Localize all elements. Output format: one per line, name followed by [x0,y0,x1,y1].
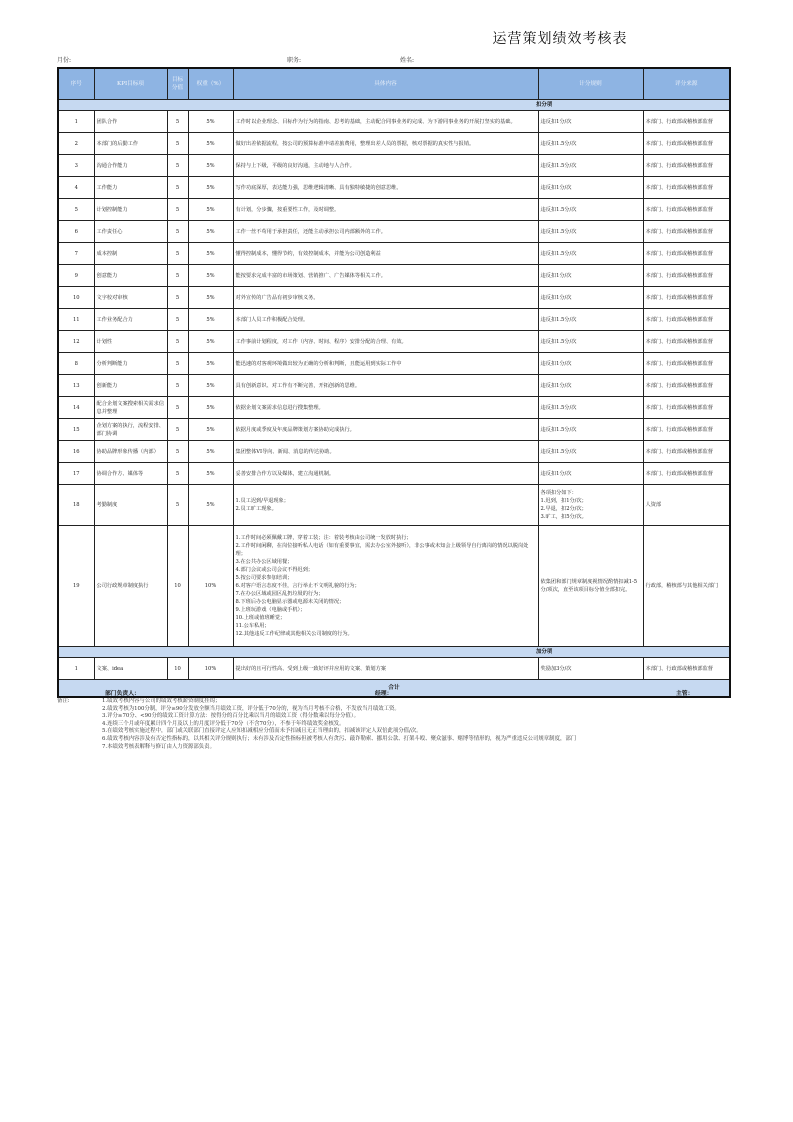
cell-source: 本部门、行政部或稽核部监督 [643,331,730,353]
notes [57,698,793,751]
cell-score: 10 [167,526,188,647]
cell-source: 本部门、行政部或稽核部监督 [643,441,730,463]
cell-source: 本部门、行政部或稽核部监督 [643,658,730,680]
cell-weight: 5% [188,199,233,221]
cell-score: 5 [167,331,188,353]
cell-rule: 违反扣1分/次 [538,463,643,485]
cell-kpi: 分析判断能力 [94,353,167,375]
table-row [58,287,730,309]
cell-weight: 5% [188,155,233,177]
dept-head-signature: 部门负责人： [105,691,140,697]
cell-kpi: 计划性 [94,331,167,353]
cell-kpi: 配合企划文案搜索相关需求信息并整理 [94,397,167,419]
cell-score: 5 [167,133,188,155]
cell-no: 17 [58,463,94,485]
cell-weight: 5% [188,375,233,397]
cell-no: 19 [58,526,94,647]
table-row [58,155,730,177]
cell-rule: 违反扣1.5分/次 [538,221,643,243]
table-row [58,111,730,133]
cell-rule: 违反扣1.5分/次 [538,243,643,265]
table-row [58,265,730,287]
table-row [58,243,730,265]
cell-no: 11 [58,309,94,331]
cell-rule: 违反扣1.5分/次 [538,331,643,353]
cell-source: 本部门、行政部或稽核部监督 [643,353,730,375]
cell-no: 1 [58,111,94,133]
document-title: 运营策划绩效考核表 [492,31,628,47]
cell-kpi: 计划控制能力 [94,199,167,221]
cell-source: 本部门、行政部或稽核部监督 [643,375,730,397]
cell-score: 5 [167,177,188,199]
cell-no: 13 [58,375,94,397]
cell-source: 本部门、行政部或稽核部监督 [643,221,730,243]
cell-weight: 5% [188,463,233,485]
cell-rule: 违反扣1分/次 [538,111,643,133]
attendance-row [58,485,730,526]
cell-rule: 违反扣1.5分/次 [538,309,643,331]
cell-score: 5 [167,155,188,177]
cell-weight: 5% [188,243,233,265]
cell-source: 人资部 [643,485,730,526]
cell-content: 提出好的且可行性高、受到上级一致好评并应用的文案、策划方案 [233,658,538,680]
cell-kpi: 公司行政规章制度执行 [94,526,167,647]
cell-kpi: 文案、idea [94,658,167,680]
header-score: 目标分值 [167,68,188,100]
cell-weight: 5% [188,309,233,331]
cell-rule: 违反扣1.5分/次 [538,419,643,441]
notes-label: 备注: [57,698,70,704]
cell-score: 5 [167,309,188,331]
bonus-section [58,647,730,658]
cell-content: 具有创新意识、对工作有不断完善，开拓创新的思维。 [233,375,538,397]
cell-kpi: 团队合作 [94,111,167,133]
table-row [58,309,730,331]
cell-no: 12 [58,331,94,353]
cell-weight: 5% [188,133,233,155]
cell-score: 5 [167,485,188,526]
cell-score: 5 [167,265,188,287]
cell-score: 5 [167,375,188,397]
cell-no: 4 [58,177,94,199]
cell-content: 能迅速的对客观环境做出较为正确的分析和判断，且能运用到实际工作中 [233,353,538,375]
cell-weight: 5% [188,265,233,287]
cell-content: 保持与上下级，平级的良好沟通，主动地与人合作。 [233,155,538,177]
note-item: 6.绩效考核内容涉及有否定性指标的，以其相关评分规则执行；未有涉及否定性指标但被考核人有贪污、敲诈勒索、挪用公款、打架斗殴、聚众滋事、赌博等情形的，视为严重违反公司规章制度，部门 [102,735,577,742]
cell-no: 15 [58,419,94,441]
note-item: 4.连续三个月或年度累计四个月及以上的月度评分低于70分（不含70分），不参于年终绩效奖金核发。 [102,720,345,727]
cell-score: 10 [167,658,188,680]
cell-weight: 5% [188,177,233,199]
cell-no: 7 [58,243,94,265]
cell-source: 本部门、行政部或稽核部监督 [643,133,730,155]
cell-weight: 10% [188,526,233,647]
cell-no: 14 [58,397,94,419]
table-row [58,353,730,375]
cell-weight: 10% [188,658,233,680]
cell-weight: 5% [188,441,233,463]
cell-kpi: 协助品牌形象传播（内部） [94,441,167,463]
cell-weight: 5% [188,419,233,441]
cell-content: 有计划，分步骤，按重要性工作，及时调整。 [233,199,538,221]
header-content: 具体内容 [233,68,538,100]
notes-list [57,698,793,751]
position-label: 职务: [287,57,302,64]
cell-rule: 违反扣1分/次 [538,265,643,287]
header-rule: 计分规则 [538,68,643,100]
cell-content: 写作功底深厚，表达能力强，思维逻辑清晰、具有独特敏捷的创意思维。 [233,177,538,199]
cell-rule: 违反扣1分/次 [538,287,643,309]
cell-content: 依据月度或季度及年度品牌策划方案协助完成执行。 [233,419,538,441]
cell-score: 5 [167,199,188,221]
table-row [58,375,730,397]
cell-no: 3 [58,155,94,177]
cell-rule: 各项扣分如下： 1.迟到，扣1分/次； 2.早退，扣2分/次； 3.旷工，扣5分/次。 [538,485,643,526]
deduction-section [58,100,730,111]
cell-source: 行政部，稽核部与其他相关部门 [643,526,730,647]
cell-no: 5 [58,199,94,221]
cell-no: 8 [58,353,94,375]
cell-weight: 5% [188,287,233,309]
cell-source: 本部门、行政部或稽核部监督 [643,111,730,133]
cell-score: 5 [167,441,188,463]
cell-no: 1 [58,658,94,680]
cell-score: 5 [167,243,188,265]
cell-kpi: 工作能力 [94,177,167,199]
table-header [58,68,730,100]
kpi-table [57,67,731,698]
cell-rule: 违反扣1.5分/次 [538,199,643,221]
cell-source: 本部门、行政部或稽核部监督 [643,287,730,309]
table-row [58,177,730,199]
cell-kpi: 本部门的后勤工作 [94,133,167,155]
cell-kpi: 创意能力 [94,265,167,287]
note-item: 5.在绩效考核实施过程中，部门或关联部门直接评定人应知扣减相应分值而未予扣减且无正当理由的，扣减该评定人双倍此项分值/次。 [102,728,422,735]
cell-score: 5 [167,463,188,485]
cell-no: 2 [58,133,94,155]
cell-no: 18 [58,485,94,526]
header-kpi: KPI目标项 [94,68,167,100]
cell-weight: 5% [188,485,233,526]
table-row [58,419,730,441]
cell-source: 本部门、行政部或稽核部监督 [643,177,730,199]
cell-kpi: 工作责任心 [94,221,167,243]
table-row [58,441,730,463]
cell-rule: 违反扣1.5分/次 [538,441,643,463]
name-label: 姓名: [400,57,415,64]
cell-weight: 5% [188,111,233,133]
cell-rule: 违反扣1.5分/次 [538,397,643,419]
table-row [58,221,730,243]
cell-kpi: 创新能力 [94,375,167,397]
cell-weight: 5% [188,353,233,375]
cell-rule: 违反扣1分/次 [538,177,643,199]
cell-source: 本部门、行政部或稽核部监督 [643,199,730,221]
note-item: 3.评分≥70分、<90分的绩效工资计算方法：按得分的百分比乘以当月的绩效工资（得分数乘以每分分值）。 [102,713,359,720]
cell-score: 5 [167,397,188,419]
cell-content: 工作时以企业理念、目标作为行为的指南、思考的基础，主动配合同事业务的完成、为下游同事业务的开展打坚实的基础。 [233,111,538,133]
bonus-row [58,658,730,680]
cell-weight: 5% [188,397,233,419]
cell-source: 本部门、行政部或稽核部监督 [643,265,730,287]
cell-source: 本部门、行政部或稽核部监督 [643,463,730,485]
cell-score: 5 [167,221,188,243]
cell-content: 工作事前计划程度，对工作（内容、时间、程序）安排分配的合理、有效。 [233,331,538,353]
table-row [58,463,730,485]
cell-rule: 违反扣1分/次 [538,353,643,375]
cell-source: 本部门、行政部或稽核部监督 [643,419,730,441]
deduction-section-label: 扣分项 [536,102,553,108]
total-row [58,680,730,698]
total-label: 合计 [58,680,730,698]
cell-source: 本部门、行政部或稽核部监督 [643,309,730,331]
cell-weight: 5% [188,331,233,353]
cell-kpi: 文字校对审核 [94,287,167,309]
cell-kpi: 企划方案的执行，流程安排、部门协调 [94,419,167,441]
cell-content: 懂得控制成本，懂得节约，有效控制成本，并能为公司创造利益 [233,243,538,265]
cell-kpi: 成本控制 [94,243,167,265]
header-no: 序号 [58,68,94,100]
month-label: 月份: [57,57,72,64]
cell-content: 对外宣传的广告品有初步审核义务。 [233,287,538,309]
bonus-section-label: 加分项 [536,649,553,655]
table-row [58,133,730,155]
cell-rule: 依集团和部门规章制度视情况酌情扣减1-5分/项次，直至该项目标分值全部扣完。 [538,526,643,647]
cell-content: 1.员工迟到/早退现象； 2.员工旷工现象。 [233,485,538,526]
cell-source: 本部门、行政部或稽核部监督 [643,155,730,177]
cell-kpi: 工作业务配合力 [94,309,167,331]
admin-rules-row [58,526,730,647]
cell-content: 1.工作时间必须佩戴工牌，穿着工装；注：着装考核由公司统一发放时执行； 2.工作时间闲聊，在岗位接听私人电话（如有重要事宜，需去办公室外接听），非公事或未知会上级领导自行离岗的情况以脱岗处理； 3.在公共办公区域用餐； 4.部门会议或公司会议不得迟到； 5.按公司要求参加培训； 6.对客户语言态度不佳，言行举止不文明礼貌的行为； 7.在办公区域或园区乱扔垃圾的行为； 8.下班后办公电脑显示器或电源未关闭的情况； 9.上班玩游戏（电脑或手机）； 10.上班或值班睡觉； 11.公车私用； 12.其他违反工作纪律或其他相关公司制度的行为。 [233,526,538,647]
table-row [58,397,730,419]
table-row [58,331,730,353]
cell-score: 5 [167,353,188,375]
cell-score: 5 [167,419,188,441]
cell-content: 妥善安排合作方以及媒体，建立沟通机制。 [233,463,538,485]
table-row [58,199,730,221]
cell-no: 6 [58,221,94,243]
cell-content: 做好出差依据流程，按公司的预算标准申请差旅费用，整理出差人员的票据，核对票据的真实性与报销。 [233,133,538,155]
cell-source: 本部门、行政部或稽核部监督 [643,243,730,265]
cell-rule: 违反扣1.5分/次 [538,155,643,177]
cell-content: 工作一丝不苟用于承担责任，还能主动承担公司内部额外的工作。 [233,221,538,243]
cell-source: 本部门、行政部或稽核部监督 [643,397,730,419]
note-item: 7.本绩效考核表解释与修订由人力资源部负责。 [102,743,215,750]
cell-kpi: 协调合作方、媒体等 [94,463,167,485]
cell-content: 集团整体VI导向、新闻、消息的传达协助。 [233,441,538,463]
cell-content: 能按要求完成丰富的市场策划、营销推广、广告媒体等相关工作。 [233,265,538,287]
header-weight: 权重（%） [188,68,233,100]
cell-weight: 5% [188,221,233,243]
note-item: 1.绩效考核内容与公司的绩效考核薪资制度挂钩； [102,698,221,704]
supervisor-signature: 主管： [676,691,694,697]
cell-no: 10 [58,287,94,309]
cell-rule: 违反扣1分/次 [538,375,643,397]
cell-rule: 违反扣1.5分/次 [538,133,643,155]
manager-signature: 经理： [375,691,393,697]
header-source: 评分来源 [643,68,730,100]
cell-content: 依据企划文案需求信息进行搜集整理。 [233,397,538,419]
cell-kpi: 考勤制度 [94,485,167,526]
cell-kpi: 沟通合作能力 [94,155,167,177]
cell-score: 5 [167,111,188,133]
cell-content: 本部门人员工作积极配合处理。 [233,309,538,331]
cell-no: 16 [58,441,94,463]
cell-rule: 奖励加3分/次 [538,658,643,680]
cell-score: 5 [167,287,188,309]
note-item: 2.绩效考核为100分制，评分≥90分发放全额当月绩效工资，评分低于70分的，视为当月考核不合格，不发放当月绩效工资。 [102,705,400,712]
cell-no: 9 [58,265,94,287]
